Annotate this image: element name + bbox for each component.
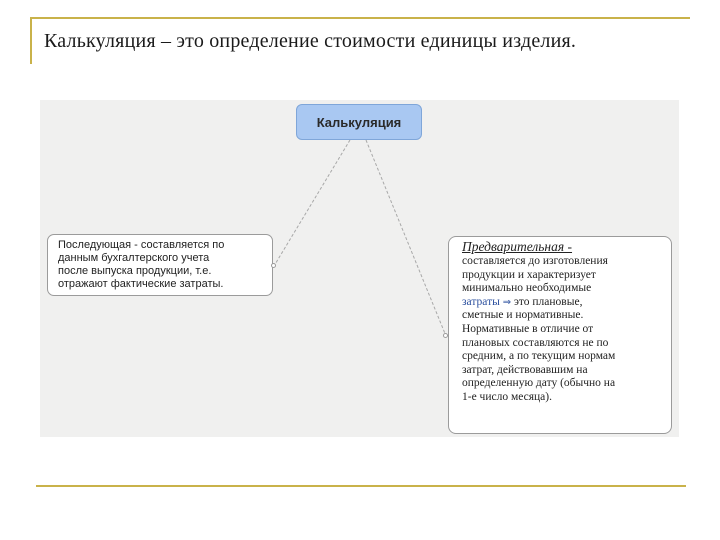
slide-title: Калькуляция – это определение стоимости единицы изделия. <box>44 30 577 52</box>
node-preliminary-line: определенную дату (обычно на <box>462 377 616 390</box>
node-preliminary-line: продукции и характеризует <box>462 268 596 281</box>
costs-term: затраты <box>462 295 500 308</box>
node-preliminary[interactable] <box>448 236 672 434</box>
node-subsequent-line: после выпуска продукции, т.е. <box>58 265 212 277</box>
node-subsequent-line: Последующая - составляется по <box>58 239 225 251</box>
frame-top-rule <box>30 17 690 19</box>
node-preliminary-line: средним, а по текущим нормам <box>462 350 616 363</box>
node-preliminary-line: составляется до изготовления <box>462 255 608 267</box>
node-preliminary-line: затрат, действовавшим на <box>462 363 588 376</box>
node-preliminary-line: плановых составляются не по <box>462 336 609 349</box>
mind-map-diagram <box>40 100 679 437</box>
node-preliminary-line: 1-е число месяца). <box>462 390 552 403</box>
node-preliminary-line: Нормативные в отличие от <box>462 322 594 335</box>
connector-right <box>366 140 446 336</box>
node-preliminary-line-rest: это плановые, <box>511 295 583 308</box>
node-preliminary-line <box>462 296 663 310</box>
frame-left-rule <box>30 17 32 64</box>
node-subsequent-line: данным бухгалтерского учета <box>58 252 210 264</box>
node-preliminary-heading: Предварительная - <box>462 239 573 254</box>
root-node[interactable] <box>296 104 422 140</box>
node-subsequent[interactable] <box>47 234 273 296</box>
node-preliminary-line: сметные и нормативные. <box>462 309 584 322</box>
root-node-label: Калькуляция <box>316 114 402 130</box>
frame-bottom-rule <box>36 485 686 487</box>
implies-arrow-icon: ⇒ <box>502 296 512 308</box>
node-subsequent-line: отражают фактические затраты. <box>58 278 224 290</box>
connector-left <box>274 140 350 266</box>
node-subsequent-connector-knob <box>271 263 276 268</box>
node-preliminary-connector-knob <box>443 333 448 338</box>
node-preliminary-line: минимально необходимые <box>462 282 592 295</box>
